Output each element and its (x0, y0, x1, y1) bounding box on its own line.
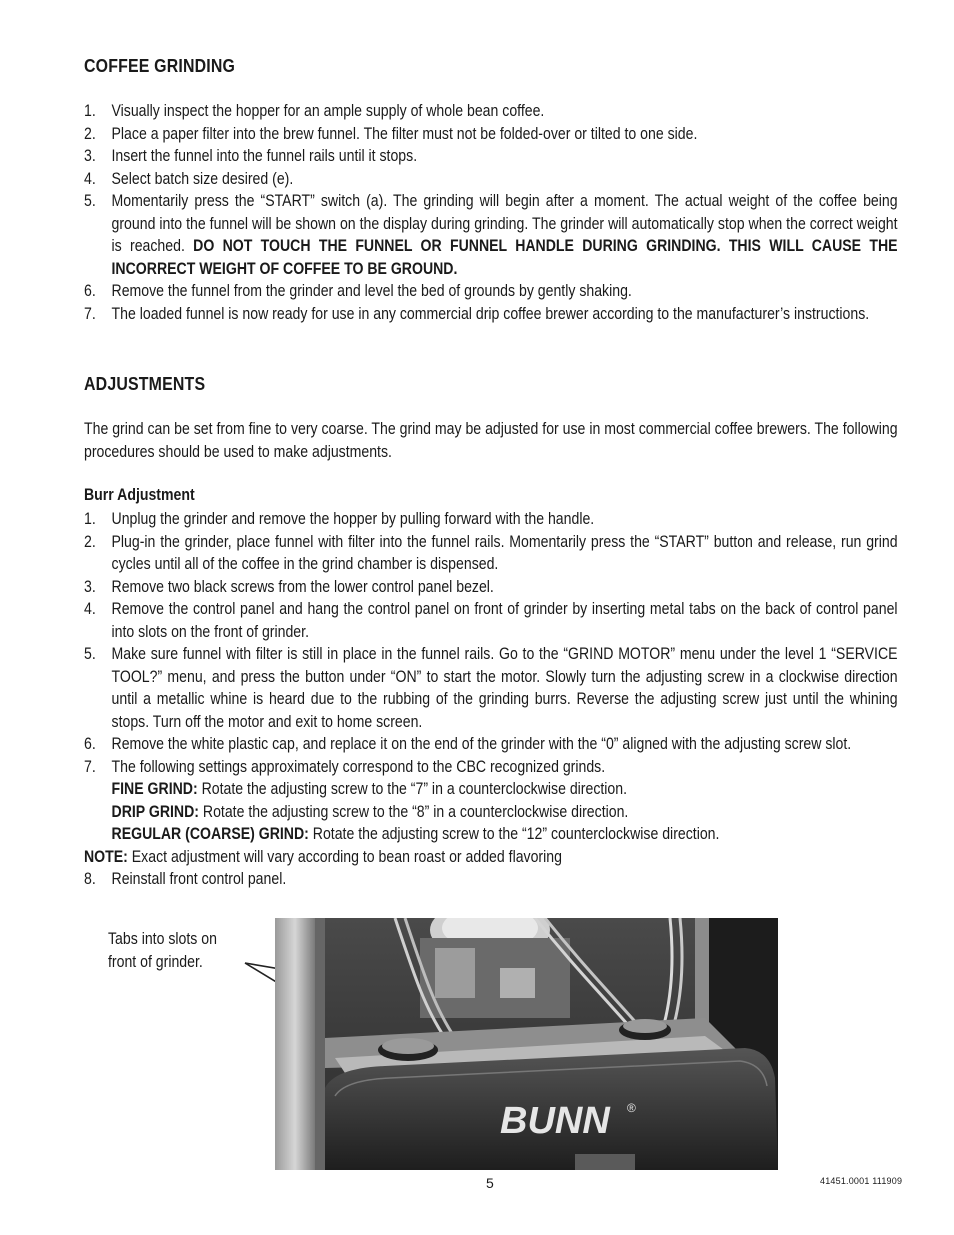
figure-callout: Tabs into slots on front of grinder. (108, 930, 217, 971)
regular-grind-setting: REGULAR (COARSE) GRIND: Rotate the adjusting screw to the “12” counterclockwise direction. (111, 825, 720, 843)
burr-adjustment-steps (84, 508, 954, 891)
page-number: 5 (486, 1175, 494, 1191)
list-item: 7. The loaded funnel is now ready for use in any commercial drip coffee brewer according to the manufacturer’s instructions. (84, 304, 870, 323)
list-item: 1. Unplug the grinder and remove the hopper by pulling forward with the handle. (84, 510, 595, 528)
list-item: 4. Select batch size desired (e). (84, 169, 294, 188)
list-item: 8. Reinstall front control panel. (84, 870, 287, 888)
list-item: 5. Make sure funnel with filter is still in place in the funnel rails. Go to the “GRIND MOTOR” menu under the level 1 “SERVICE TOOL?” menu, and press the button under “ON” to start the motor. Slowly turn the adjusting screw in a clockwise direction until a metallic whine is heard due to the rubbing of the grinding burrs. Reverse the adjusting screw just until the whining stops. Turn off the motor and exit to home screen. (84, 645, 898, 731)
grinder-photo-illustration (275, 918, 778, 1170)
list-item: 7. The following settings approximately correspond to the CBC recognized grinds. (84, 757, 606, 776)
fine-grind-setting: FINE GRIND: Rotate the adjusting screw to the “7” in a counterclockwise direction. (111, 780, 628, 798)
list-item: 2. Plug-in the grinder, place funnel with filter into the funnel rails. Momentarily press the “START” button and release, run grind cycles until all of the coffee in the grind chamber is dispensed. (84, 532, 898, 573)
list-item: 4. Remove the control panel and hang the control panel on front of grinder by inserting metal tabs on the back of control panel into slots on the front of grinder. (84, 600, 898, 641)
list-item: 6. Remove the white plastic cap, and replace it on the end of the grinder with the “0” aligned with the adjusting screw slot. (84, 735, 852, 753)
list-item: 1. Visually inspect the hopper for an ample supply of whole bean coffee. (84, 102, 545, 120)
coffee-grinding-steps (84, 100, 954, 325)
list-item: 2. Place a paper filter into the brew funnel. The filter must not be folded-over or tilted to one side. (84, 124, 698, 143)
list-item: 3. Insert the funnel into the funnel rails until it stops. (84, 147, 418, 165)
document-code: 41451.0001 111909 (820, 1176, 903, 1186)
drip-grind-setting: DRIP GRIND: Rotate the adjusting screw to the “8” in a counterclockwise direction. (111, 802, 629, 821)
bunn-logo: BUNN (500, 1100, 610, 1142)
registered-mark: ® (627, 1101, 636, 1115)
burr-adjustment-heading: Burr Adjustment (84, 486, 195, 504)
list-item: 6. Remove the funnel from the grinder and level the bed of grounds by gently shaking. (84, 282, 632, 300)
adjustments-heading: ADJUSTMENTS (84, 373, 206, 394)
grinder-photo (275, 918, 778, 1170)
list-item: 3. Remove two black screws from the lower control panel bezel. (84, 577, 494, 596)
warning-text: DO NOT TOUCH THE FUNNEL OR FUNNEL HANDLE DURING GRINDING. THIS WILL CAUSE THE INCORRECT WEIGHT OF COFFEE TO BE GROUND. (111, 237, 898, 278)
list-item: 5. Momentarily press the “START” switch (a). The grinding will begin after a moment. The actual weight of the coffee being ground into the funnel will be shown on the display during grinding. The grinder will automatically stop when the correct weight is reached. DO NOT TOUCH THE FUNNEL OR FUNNEL HANDLE DURING GRINDING. THIS WILL CAUSE THE INCORRECT WEIGHT OF COFFEE TO BE GROUND. (84, 192, 898, 278)
adjustments-intro: The grind can be set from fine to very coarse. The grind may be adjusted for use in most commercial coffee brewers. The following procedures should be used to make adjustments. (84, 420, 898, 461)
coffee-grinding-heading: COFFEE GRINDING (84, 55, 236, 76)
note-text: NOTE: Exact adjustment will vary according to bean roast or added flavoring (84, 847, 562, 866)
